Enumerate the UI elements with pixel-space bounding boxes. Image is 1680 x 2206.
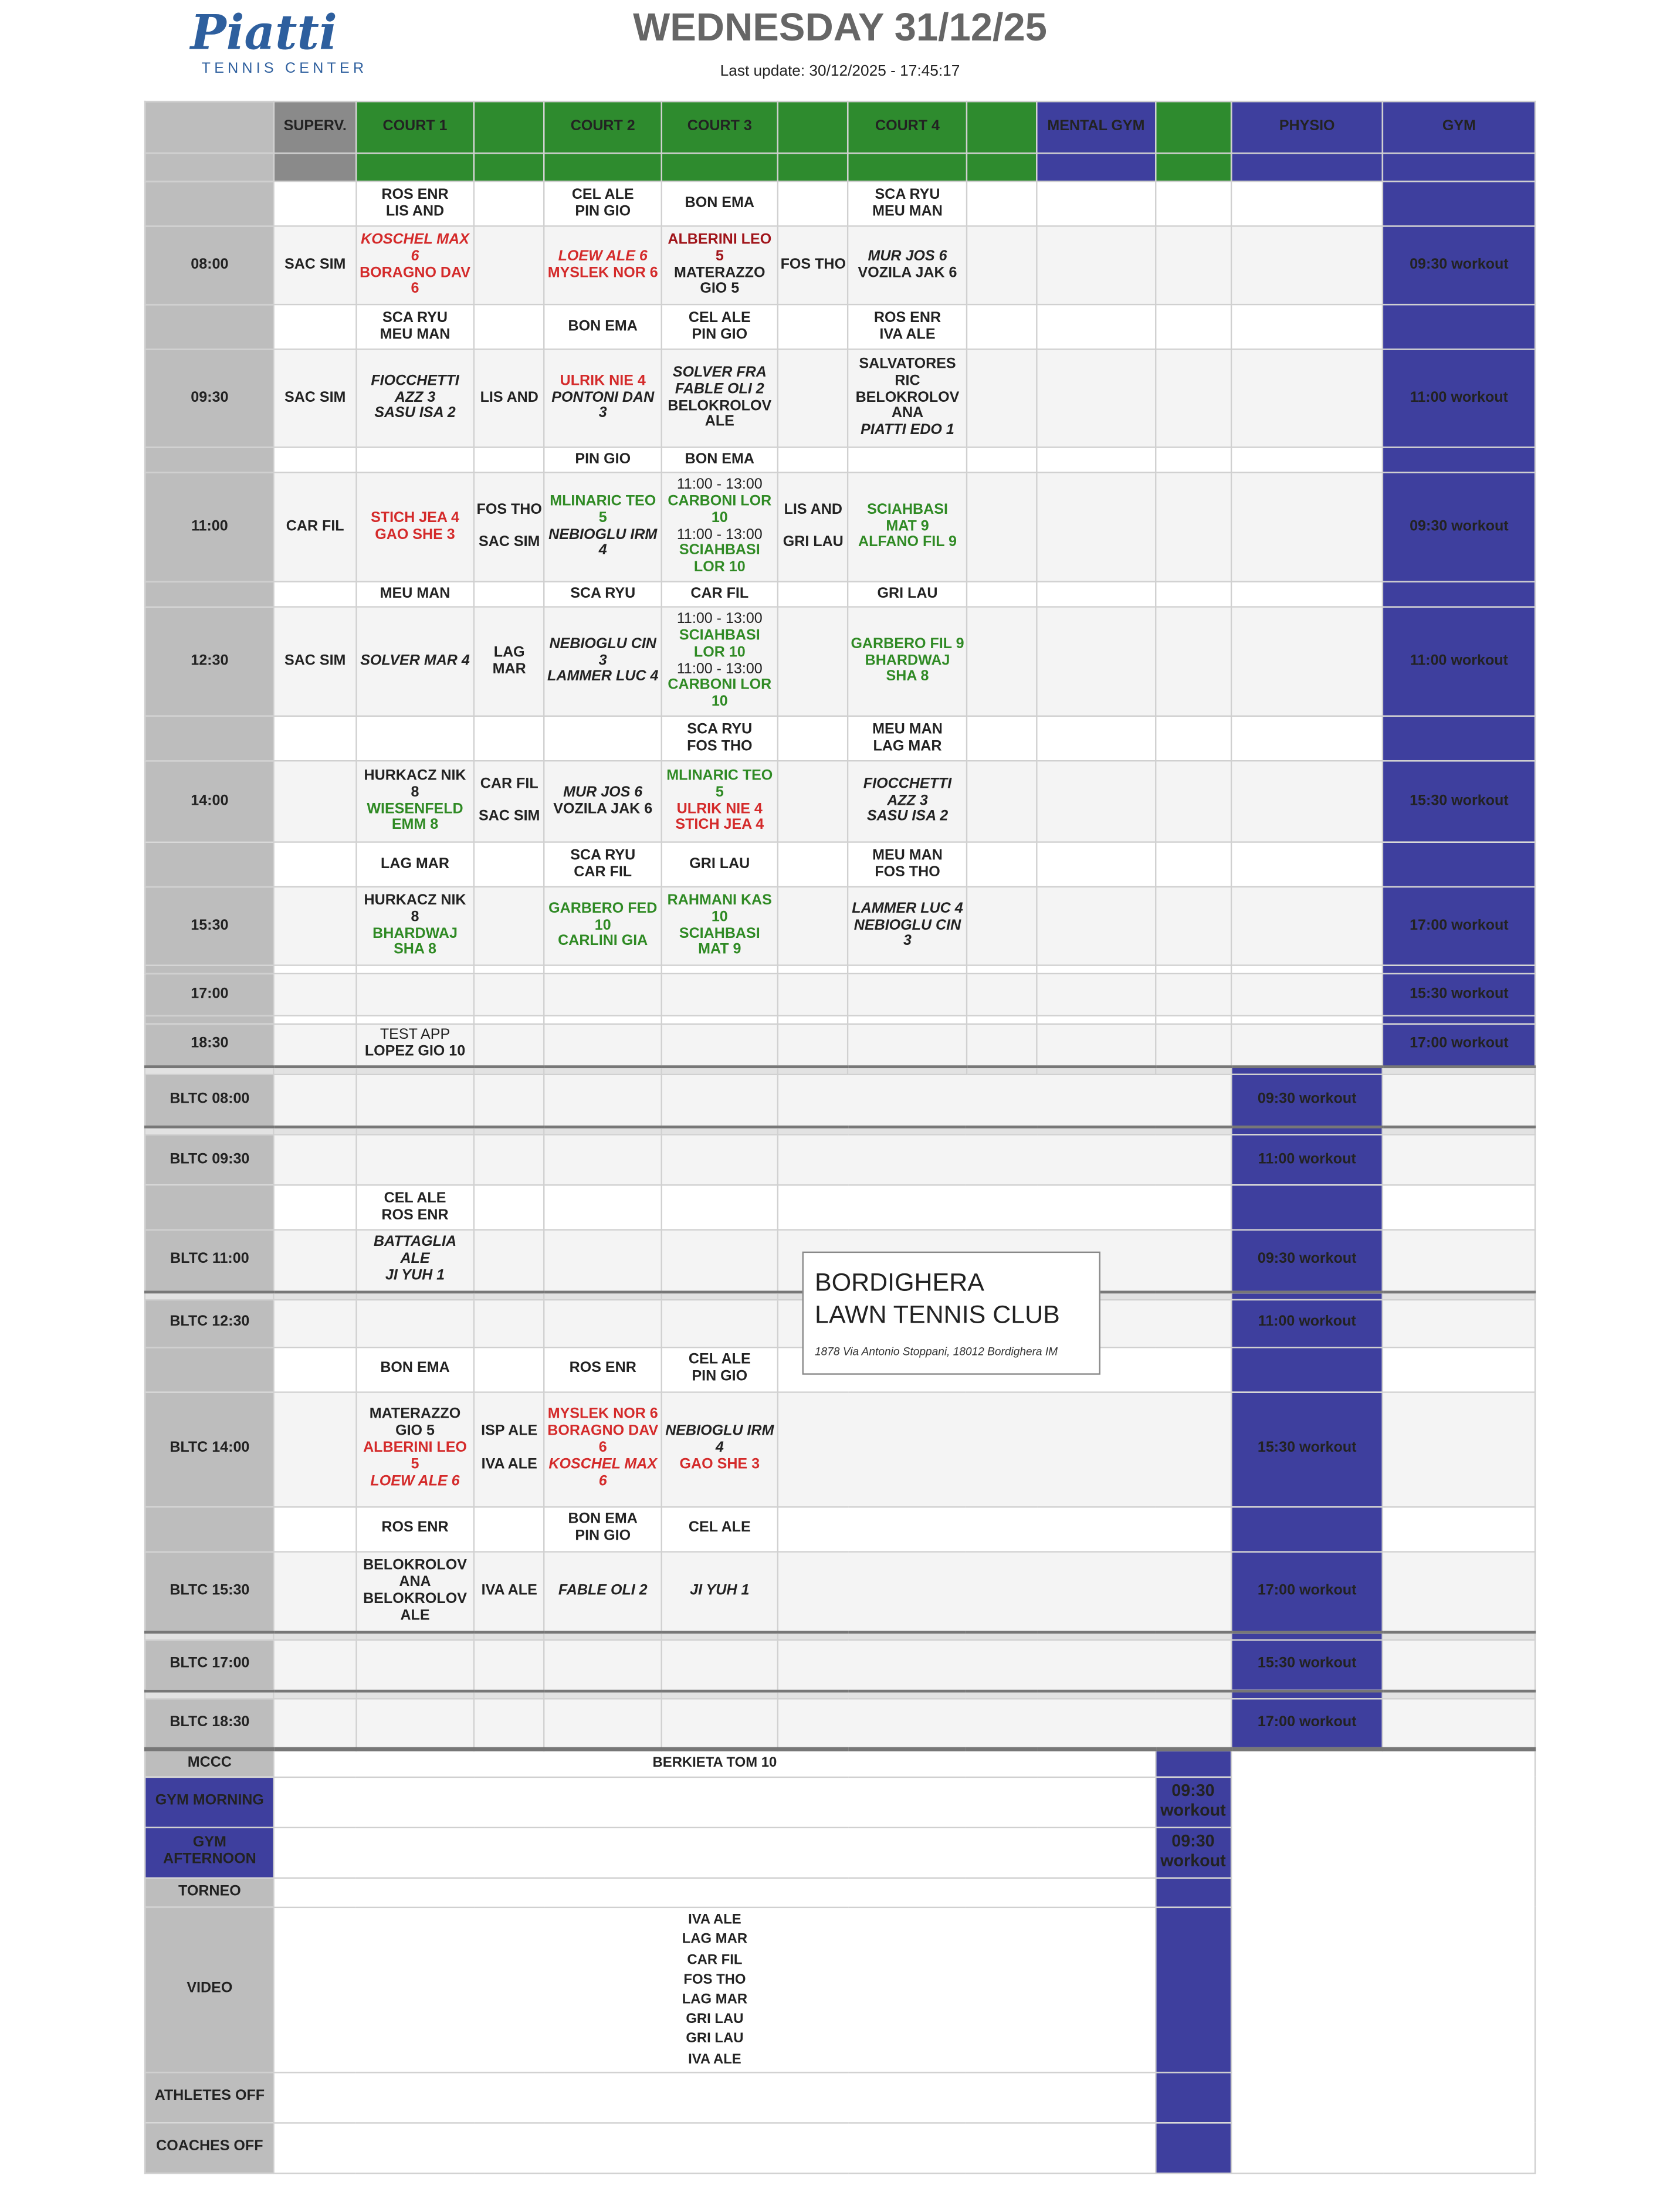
schedule-cell[interactable]: CEL ALE PIN GIO (661, 1347, 778, 1391)
gym-morning-label: GYM MORNING (145, 1777, 275, 1827)
slot-row (145, 181, 1535, 226)
schedule-cell[interactable]: CEL ALE ROS ENR (356, 1185, 474, 1229)
schedule-cell[interactable]: BATTAGLIA ALE JI YUH 1 (356, 1230, 474, 1292)
superv-header: SUPERV. (275, 101, 356, 153)
slot-row (145, 582, 1535, 607)
schedule-cell[interactable]: SOLVER MAR 4 (356, 607, 474, 716)
physio-workout: 17:00 workout (1231, 1551, 1383, 1632)
schedule-cell[interactable]: BON EMA (356, 1347, 474, 1391)
schedule-cell[interactable]: HURKACZ NIK 8 WIESENFELD EMM 8 (356, 761, 474, 842)
schedule-cell[interactable]: HURKACZ NIK 8 BHARDWAJ SHA 8 (356, 887, 474, 965)
time-label: 15:30 (145, 887, 275, 965)
mental-gym-header: MENTAL GYM (1037, 101, 1155, 153)
schedule-cell[interactable]: SCA RYU (544, 582, 661, 607)
bltc-time-label: BLTC 14:00 (145, 1391, 275, 1506)
slot-row (145, 716, 1535, 761)
bltc-row: BLTC 15:30 BELOKROLOV ANA BELOKROLOV ALE IVA ALE FABLE OLI 2 JI YUH 1 17:00 workout (145, 1551, 1535, 1632)
schedule-cell[interactable]: MUR JOS 6 VOZILA JAK 6 (544, 761, 661, 842)
schedule-cell[interactable]: RAHMANI KAS 10 SCIAHBASI MAT 9 (661, 887, 778, 965)
schedule-cell[interactable]: ROS ENR (356, 1506, 474, 1551)
schedule-cell[interactable]: SALVATORES RIC BELOKROLOV ANA PIATTI EDO 1 (848, 349, 966, 447)
schedule-cell[interactable]: ALBERINI LEO 5 MATERAZZO GIO 5 (661, 226, 778, 304)
bltc-time-label: BLTC 18:30 (145, 1698, 275, 1748)
coaches-off-cell[interactable] (275, 2122, 1155, 2173)
last-update: Last update: 30/12/2025 - 17:45:17 (720, 63, 960, 80)
schedule-cell[interactable]: CEL ALE PIN GIO (661, 304, 778, 349)
slot-row: 11:00 CAR FIL STICH JEA 4 GAO SHE 3 FOS THO SAC SIM MLINARIC TEO 5 NEBIOGLU IRM 4 11:00 - 13:00 CARBONI LOR 10 11:00 - 13:00 SCIAHBASI LOR 10 LIS AND GRI LAU SCIAHBASI MAT 9 ALFANO FIL 9 09:30 workout (145, 473, 1535, 582)
schedule-cell[interactable]: SOLVER FRA FABLE OLI 2 BELOKROLOV ALE (661, 349, 778, 447)
physio-workout: 15:30 workout (1231, 1640, 1383, 1690)
club-address: 1878 Via Antonio Stoppani, 18012 Bordighera IM (815, 1345, 1058, 1358)
schedule-cell[interactable]: FIOCCHETTI AZZ 3 SASU ISA 2 (848, 761, 966, 842)
physio-workout: 09:30 workout (1231, 1230, 1383, 1292)
time-label: 17:00 (145, 974, 275, 1016)
gym-workout: 15:30 workout (1383, 761, 1535, 842)
schedule-table (144, 101, 1536, 2174)
bltc-row (145, 1640, 1535, 1690)
gym-morning-row: GYM MORNING 09:30 workout (145, 1777, 1535, 1827)
schedule-cell[interactable]: LAMMER LUC 4 NEBIOGLU CIN 3 (848, 887, 966, 965)
schedule-cell[interactable]: SCA RYU MEU MAN (848, 181, 966, 226)
schedule-cell[interactable]: GRI LAU (661, 842, 778, 887)
slot-row: 09:30 SAC SIM FIOCCHETTI AZZ 3 SASU ISA 2 LIS AND ULRIK NIE 4 PONTONI DAN 3 SOLVER FRA FABLE OLI 2 BELOKROLOV ALE SALVATORES RIC BELOKROLOV ANA PIATTI EDO 1 11:00 workout (145, 349, 1535, 447)
gym-workout: 09:30 workout (1383, 226, 1535, 304)
slot-row (145, 448, 1535, 473)
time-label: 09:30 (145, 349, 275, 447)
schedule-cell[interactable]: LOEW ALE 6 MYSLEK NOR 6 (544, 226, 661, 304)
athletes-off-label: ATHLETES OFF (145, 2072, 275, 2122)
schedule-cell[interactable]: MATERAZZO GIO 5 ALBERINI LEO 5 LOEW ALE 6 (356, 1391, 474, 1506)
schedule-cell[interactable]: LAG MAR (356, 842, 474, 887)
schedule-cell[interactable]: MEU MAN FOS THO (848, 842, 966, 887)
bltc-time-label: BLTC 17:00 (145, 1640, 275, 1690)
physio-workout: 11:00 workout (1231, 1134, 1383, 1185)
slot-row (145, 887, 1535, 965)
bltc-row (145, 1074, 1535, 1127)
schedule-cell[interactable]: ULRIK NIE 4 PONTONI DAN 3 (544, 349, 661, 447)
slot-row (145, 842, 1535, 887)
schedule-cell[interactable]: GARBERO FIL 9 BHARDWAJ SHA 8 (848, 607, 966, 716)
schedule-cell[interactable]: MLINARIC TEO 5 NEBIOGLU IRM 4 (544, 473, 661, 582)
court2-header: COURT 2 (544, 101, 661, 153)
physio-workout: 11:00 workout (1231, 1299, 1383, 1347)
bltc-row (145, 1506, 1535, 1551)
bltc-row (145, 1185, 1535, 1229)
mccc-row (145, 1748, 1535, 1777)
time-label: 18:30 (145, 1024, 275, 1066)
slot-row (145, 974, 1535, 1016)
schedule-cell[interactable]: BON EMA (661, 181, 778, 226)
torneo-label: TORNEO (145, 1878, 275, 1907)
schedule-cell[interactable]: CEL ALE PIN GIO (544, 181, 661, 226)
corner-cell (145, 101, 275, 153)
gym-afternoon-label: GYM AFTERNOON (145, 1827, 275, 1878)
mccc-value[interactable]: BERKIETA TOM 10 (275, 1748, 1155, 1777)
schedule-cell[interactable]: SCA RYU MEU MAN (356, 304, 474, 349)
schedule-cell[interactable]: BON EMA (661, 448, 778, 473)
schedule-cell[interactable]: SCA RYU FOS THO (661, 716, 778, 761)
schedule-cell[interactable]: BON EMA PIN GIO (544, 1506, 661, 1551)
schedule-cell[interactable]: NEBIOGLU CIN 3 LAMMER LUC 4 (544, 607, 661, 716)
schedule-cell[interactable]: 11:00 - 13:00 SCIAHBASI LOR 10 11:00 - 13:00 CARBONI LOR 10 (661, 607, 778, 716)
slot-row (145, 304, 1535, 349)
superv-cell: SAC SIM (275, 226, 356, 304)
bltc-row: BLTC 14:00 MATERAZZO GIO 5 ALBERINI LEO 5 LOEW ALE 6 ISP ALE IVA ALE MYSLEK NOR 6 BORAGNO DAV 6 KOSCHEL MAX 6 NEBIOGLU IRM 4 GAO SHE 3 15:30 workout (145, 1391, 1535, 1506)
physio-header: PHYSIO (1231, 101, 1383, 153)
gym-workout: 11:00 workout (1383, 607, 1535, 716)
bltc-time-label: BLTC 08:00 (145, 1074, 275, 1127)
schedule-cell[interactable]: BON EMA (544, 304, 661, 349)
court1-header: COURT 1 (356, 101, 474, 153)
schedule-cell[interactable]: CEL ALE (661, 1506, 778, 1551)
slot-row: 14:00 HURKACZ NIK 8 WIESENFELD EMM 8 CAR FIL SAC SIM MUR JOS 6 VOZILA JAK 6 MLINARIC TEO 5 ULRIK NIE 4 STICH JEA 4 FIOCCHETTI AZZ 3 SASU ISA 2 15:30 workout (145, 761, 1535, 842)
bltc-row (145, 1698, 1535, 1748)
physio-workout: 17:00 workout (1231, 1698, 1383, 1748)
gym-workout: 15:30 workout (1383, 974, 1535, 1016)
time-label: 14:00 (145, 761, 275, 842)
slot-row: 08:00 SAC SIM KOSCHEL MAX 6 BORAGNO DAV 6 LOEW ALE 6 MYSLEK NOR 6 ALBERINI LEO 5 MATERAZZO GIO 5 FOS THO MUR JOS 6 VOZILA JAK 6 09:30 workout (145, 226, 1535, 304)
schedule-cell[interactable]: MYSLEK NOR 6 BORAGNO DAV 6 KOSCHEL MAX 6 (544, 1391, 661, 1506)
time-label: 08:00 (145, 226, 275, 304)
video-cell[interactable]: IVA ALE LAG MAR CAR FIL FOS THO LAG MAR GRI LAU GRI LAU IVA ALE (275, 1907, 1155, 2072)
schedule-cell[interactable]: PIN GIO (544, 448, 661, 473)
court4-header: COURT 4 (848, 101, 966, 153)
schedule-cell[interactable]: ROS ENR (544, 1347, 661, 1391)
athletes-off-cell[interactable] (275, 2072, 1155, 2122)
mccc-label: MCCC (145, 1748, 275, 1777)
bltc-time-label: BLTC 11:00 (145, 1230, 275, 1292)
gym-header: GYM (1383, 101, 1535, 153)
bltc-club-card: BORDIGHERA LAWN TENNIS CLUB 1878 Via Antonio Stoppani, 18012 Bordighera IM (802, 1252, 1100, 1375)
gym-workout: 17:00 workout (1383, 1024, 1535, 1066)
header-row (145, 101, 1535, 153)
schedule-cell[interactable]: JI YUH 1 (661, 1551, 778, 1632)
court3-header: COURT 3 (661, 101, 778, 153)
coaches-off-label: COACHES OFF (145, 2122, 275, 2173)
time-label: 12:30 (145, 607, 275, 716)
physio-workout: 09:30 workout (1231, 1074, 1383, 1127)
bltc-time-label: BLTC 12:30 (145, 1299, 275, 1347)
time-label: 11:00 (145, 473, 275, 582)
schedule-cell[interactable]: ROS ENR IVA ALE (848, 304, 966, 349)
video-label: VIDEO (145, 1907, 275, 2072)
schedule-cell[interactable]: FABLE OLI 2 (544, 1551, 661, 1632)
schedule-cell[interactable]: SCA RYU CAR FIL (544, 842, 661, 887)
schedule-cell[interactable]: ROS ENR LIS AND (356, 181, 474, 226)
physio-workout: 15:30 workout (1231, 1391, 1383, 1506)
schedule-cell[interactable]: MLINARIC TEO 5 ULRIK NIE 4 STICH JEA 4 (661, 761, 778, 842)
schedule-cell[interactable]: MEU MAN LAG MAR (848, 716, 966, 761)
schedule-cell[interactable]: GRI LAU (848, 582, 966, 607)
page-title: WEDNESDAY 31/12/25 (633, 5, 1047, 49)
gym-workout: 09:30 workout (1383, 473, 1535, 582)
schedule-cell[interactable]: MUR JOS 6 VOZILA JAK 6 (848, 226, 966, 304)
schedule-cell[interactable]: BELOKROLOV ANA BELOKROLOV ALE (356, 1551, 474, 1632)
schedule-cell[interactable]: 11:00 - 13:00 CARBONI LOR 10 11:00 - 13:00 SCIAHBASI LOR 10 (661, 473, 778, 582)
bltc-row (145, 1134, 1535, 1185)
schedule-cell[interactable]: TEST APP LOPEZ GIO 10 (356, 1024, 474, 1066)
schedule-cell[interactable]: NEBIOGLU IRM 4 GAO SHE 3 (661, 1391, 778, 1506)
gym-workout: 11:00 workout (1383, 349, 1535, 447)
bltc-time-label: BLTC 09:30 (145, 1134, 275, 1185)
schedule-cell[interactable]: MEU MAN (356, 582, 474, 607)
gym-morning-cell[interactable] (275, 1777, 1155, 1827)
torneo-cell[interactable] (275, 1878, 1155, 1907)
schedule-cell[interactable]: KOSCHEL MAX 6 BORAGNO DAV 6 (356, 226, 474, 304)
schedule-cell[interactable]: SCIAHBASI MAT 9 ALFANO FIL 9 (848, 473, 966, 582)
schedule-cell[interactable]: GARBERO FED 10 CARLINI GIA (544, 887, 661, 965)
schedule-cell[interactable]: FIOCCHETTI AZZ 3 SASU ISA 2 (356, 349, 474, 447)
gym-afternoon-cell[interactable] (275, 1827, 1155, 1878)
piatti-logo: Piatti TENNIS CENTER (190, 5, 368, 77)
slot-row: 12:30 SAC SIM SOLVER MAR 4 LAG MAR NEBIOGLU CIN 3 LAMMER LUC 4 11:00 - 13:00 SCIAHBASI LOR 10 11:00 - 13:00 CARBONI LOR 10 GARBERO FIL 9 BHARDWAJ SHA 8 11:00 workout (145, 607, 1535, 716)
gym-workout: 17:00 workout (1383, 887, 1535, 965)
gym-afternoon-row: GYM AFTERNOON 09:30 workout (145, 1827, 1535, 1878)
schedule-cell[interactable]: CAR FIL (661, 582, 778, 607)
schedule-cell[interactable]: STICH JEA 4 GAO SHE 3 (356, 473, 474, 582)
slot-row (145, 1024, 1535, 1066)
bltc-time-label: BLTC 15:30 (145, 1551, 275, 1632)
